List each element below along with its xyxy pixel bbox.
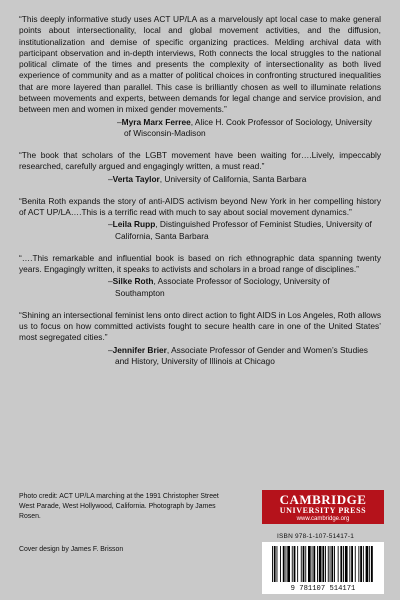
barcode-bar (334, 546, 335, 582)
blurb-quote: “Shining an intersectional feminist lens onto direct action to fight AIDS in Los Angeles, Roth allows us to focus on how committed activists fought to secure health care in one of the United States’ most segregated cities.” (19, 309, 381, 343)
barcode-bar (272, 546, 273, 582)
reviewer-name: Verta Taylor (112, 173, 160, 184)
barcode-bar (297, 546, 298, 582)
barcode-bar (274, 546, 276, 582)
barcode-bar (277, 546, 278, 582)
reviewer-affiliation: , Alice H. Cook Professor of Sociology, University of Wisconsin-Madison (124, 116, 372, 138)
barcode-bar (343, 546, 344, 582)
barcode-bar (328, 546, 329, 582)
reviewer-name: Silke Roth (112, 276, 154, 287)
barcode-bar (322, 546, 324, 582)
barcode-bar (319, 546, 322, 582)
blurb-attribution (19, 174, 381, 185)
barcode-bar (286, 546, 287, 582)
barcode-bar (283, 546, 285, 582)
barcode-bar (369, 546, 370, 582)
barcode-bar (292, 546, 293, 582)
blurb-roth (19, 253, 381, 299)
barcode-bar (303, 546, 305, 582)
barcode-bar (280, 546, 281, 582)
barcode-bar (366, 546, 369, 582)
reviewer-name: Myra Marx Ferree (121, 116, 191, 127)
publisher-name: CAMBRIDGE (279, 492, 367, 507)
barcode-bar (355, 546, 356, 582)
barcode-bar (308, 546, 311, 582)
barcode-bar (287, 546, 290, 582)
publisher-url: www.cambridge.org (296, 516, 350, 522)
attribution-dash: – (108, 219, 113, 230)
barcode-bar (338, 546, 339, 582)
barcode-bar (317, 546, 318, 582)
reviewer-name: Jennifer Brier (112, 344, 167, 355)
reviewer-affiliation: , Distinguished Professor of Feminist Studies, University of California, Santa Barbara (115, 219, 372, 241)
blurb-taylor (19, 150, 381, 185)
barcode-bar (363, 546, 364, 582)
attribution-dash: – (108, 276, 113, 287)
blurb-ferree (19, 14, 381, 139)
barcode-bars (262, 542, 384, 584)
blurb-attribution (19, 345, 381, 367)
barcode-bar (358, 546, 359, 582)
blurb-quote: “Benita Roth expands the story of anti-AIDS activism beyond New York in her compelling history of ACT UP/LA….This is a terrific read with much to say about social movement dynamics.” (19, 195, 381, 218)
barcode (262, 542, 384, 594)
reviewer-name: Leila Rupp (112, 219, 156, 230)
barcode-bar (331, 546, 333, 582)
reviewer-affiliation: , University of California, Santa Barbara (159, 173, 307, 184)
isbn-label: ISBN 978-1-107-51417-1 (277, 533, 355, 540)
barcode-bar (349, 546, 350, 582)
publisher-press: UNIVERSITY PRESS (279, 506, 367, 515)
reviewer-affiliation: , Associate Professor of Sociology, University of Southampton (115, 276, 330, 298)
photo-credit: Photo credit: ACT UP/LA marching at the 1991 Christopher Street West Parade, West Hollywood, California. Photograph by James Rosen. (19, 493, 219, 521)
blurb-attribution (19, 219, 381, 241)
blurb-attribution (19, 117, 381, 139)
barcode-bar (340, 546, 342, 582)
barcode-bar (360, 546, 362, 582)
blurb-quote: “The book that scholars of the LGBT movement have been waiting for….Lively, impeccably researched, carefully argued and engagingly written, a must read.” (19, 150, 381, 172)
attribution-dash: – (108, 173, 113, 184)
blurb-attribution (19, 276, 381, 298)
barcode-bar (330, 546, 331, 582)
blurb-quote: “This deeply informative study uses ACT UP/LA as a marvelously apt local case to make general points about intersectionality, local and global movement activities, and the diffusion, institutionalization and demise of specific organizing practices. Melding archival data with participant observation and in-depth interviews, Roth connects the local struggles to the national political climate of the times and presents the complexity of intersectionality as both lived experience of community and as a matter of political choices in confronting structured inequalities that are more layered than parallel. This case is brilliantly chosen as well to illuminate relations between movements and experts, between demands for legal change and service provision, and between men and women in mixed gender movements.” (19, 14, 381, 115)
attribution-dash: – (108, 344, 113, 355)
blurb-rupp (19, 196, 381, 242)
barcode-bar (325, 546, 326, 582)
barcode-bar (345, 546, 348, 582)
barcode-digits: 9 781107 514171 (290, 585, 356, 593)
cover-design-credit: Cover design by James F. Brisson (19, 546, 124, 553)
blurbs (19, 14, 381, 378)
barcode-bar (294, 546, 296, 582)
barcode-bar (371, 546, 373, 582)
reviewer-affiliation: , Associate Professor of Gender and Women’s Studies and History, University of Illinois at Chicago (115, 344, 368, 366)
attribution-dash: – (117, 116, 122, 127)
barcode-bar (313, 546, 315, 582)
barcode-bar (305, 546, 306, 582)
blurb-brier (19, 310, 381, 367)
barcode-bar (312, 546, 313, 582)
barcode-bar (301, 546, 302, 582)
publisher-logo (262, 490, 384, 524)
barcode-bar (351, 546, 353, 582)
blurb-quote: “….This remarkable and influential book is based on rich ethnographic data spanning twenty years. Engagingly written, it speaks to activists and scholars in a broad range of disciplines.” (19, 252, 381, 275)
